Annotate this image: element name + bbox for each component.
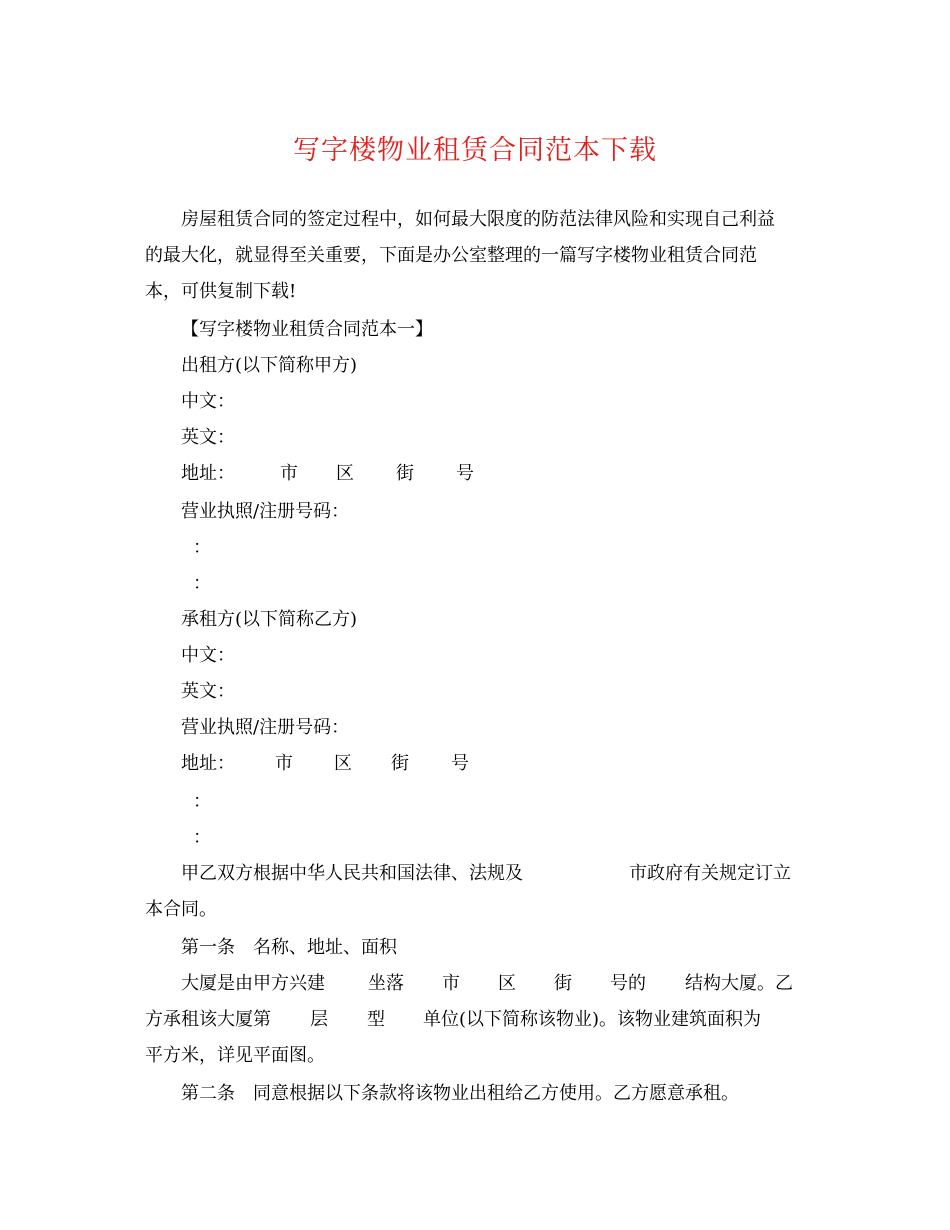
lessor-english-label: 英文： — [181, 427, 235, 448]
lessee-address-city: 市 — [275, 753, 293, 774]
article-1-text-5: 街 — [554, 973, 572, 994]
agreement-text-a: 甲乙双方根据中华人民共和国法律、法规及 — [181, 863, 523, 884]
lessor-address-number: 号 — [456, 463, 474, 484]
article-1-text-11: 单位(以下简称该物业)。该物业建筑面积为 — [423, 1009, 762, 1030]
lessee-heading: 承租方(以下简称乙方) — [181, 609, 358, 630]
document-title: 写字楼物业租赁合同范本下载 — [293, 135, 657, 166]
lessor-blank-field-2: ： — [193, 573, 211, 594]
lessee-chinese-label: 中文： — [181, 645, 235, 666]
article-1-text-3: 市 — [442, 973, 460, 994]
lessor-address-district: 区 — [336, 463, 354, 484]
article-1-text-4: 区 — [498, 973, 516, 994]
agreement-line-2: 本合同。 — [145, 899, 217, 920]
lessee-address-label: 地址： — [181, 753, 235, 774]
lessor-address-city: 市 — [280, 463, 298, 484]
lessee-address-number: 号 — [451, 753, 469, 774]
intro-line-1: 房屋租赁合同的签定过程中，如何最大限度的防范法律风险和实现自己利益 — [181, 209, 775, 230]
article-1-text-7: 结构大厦。乙 — [685, 973, 793, 994]
lessor-heading: 出租方(以下简称甲方) — [181, 355, 358, 376]
article-2-text: 第二条 同意根据以下条款将该物业出租给乙方使用。乙方愿意承租。 — [181, 1083, 739, 1104]
lessee-address-street: 街 — [391, 753, 409, 774]
lessor-address-street: 街 — [396, 463, 414, 484]
lessee-english-label: 英文： — [181, 681, 235, 702]
agreement-text-b: 市政府有关规定订立 — [629, 863, 791, 884]
article-1-text-10: 型 — [367, 1009, 385, 1030]
section-heading: 【写字楼物业租赁合同范本一】 — [181, 319, 433, 340]
article-1-text-9: 层 — [310, 1009, 328, 1030]
lessor-address-label: 地址： — [181, 463, 235, 484]
lessee-blank-field-2: ： — [193, 827, 211, 848]
article-1-text-6: 号的 — [610, 973, 646, 994]
lessee-address-district: 区 — [334, 753, 352, 774]
article-1-text-2: 坐落 — [368, 973, 404, 994]
article-1-text-1: 大厦是由甲方兴建 — [181, 973, 325, 994]
article-1-heading: 第一条 名称、地址、面积 — [181, 937, 397, 958]
lessor-chinese-label: 中文： — [181, 391, 235, 412]
intro-line-3: 本，可供复制下载! — [145, 281, 297, 302]
article-1-line-3: 平方米，详见平面图。 — [145, 1045, 325, 1066]
lessee-license-label: 营业执照/注册号码： — [181, 717, 350, 738]
intro-line-2: 的最大化，就显得至关重要，下面是办公室整理的一篇写字楼物业租赁合同范 — [145, 245, 757, 266]
lessor-license-label: 营业执照/注册号码： — [181, 501, 350, 522]
article-1-text-8: 方承租该大厦第 — [145, 1009, 271, 1030]
lessor-blank-field-1: ： — [193, 537, 211, 558]
lessee-blank-field-1: ： — [193, 791, 211, 812]
